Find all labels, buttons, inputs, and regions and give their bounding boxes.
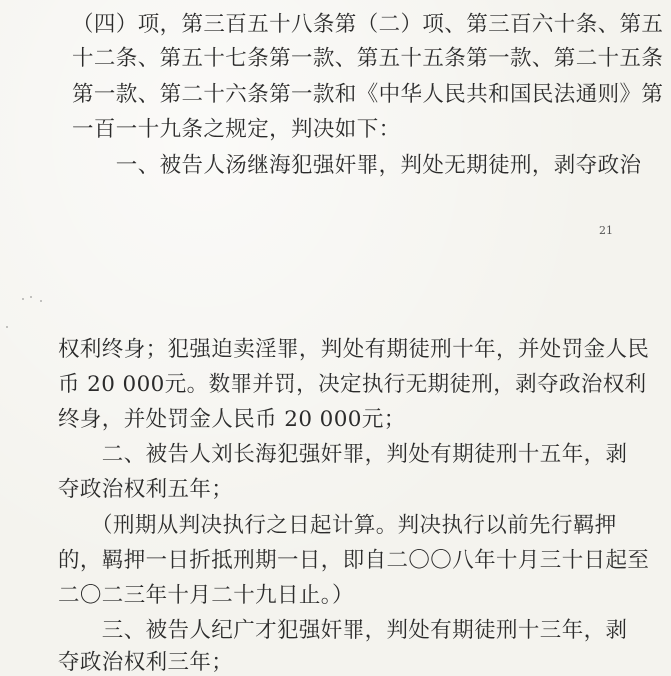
page-number: 21 <box>599 224 613 237</box>
text-line: 三、被告人纪广才犯强奸罪，判处有期徒刑十三年，剥 <box>58 618 628 643</box>
text-line: 的，羁押一日折抵刑期一日，即自二〇〇八年十月三十日起至 <box>58 548 650 573</box>
text-line: 二〇二三年十月二十九日止。） <box>58 583 354 608</box>
text-line: 第一款、第二十六条第一款和《中华人民共和国民法通则》第 <box>72 82 664 107</box>
text-line: 一百一十九条之规定，判决如下： <box>72 117 401 142</box>
text-line: 十二条、第五十七条第一款、第五十五条第一款、第二十五条 <box>72 46 664 71</box>
text-line: 二、被告人刘长海犯强奸罪，判处有期徒刑十五年，剥 <box>58 442 628 467</box>
text-line: 夺政治权利五年； <box>58 477 234 502</box>
scan-speck <box>6 326 8 328</box>
text-line: 夺政治权利三年； <box>58 650 234 675</box>
text-line: 权利终身；犯强迫卖淫罪，判处有期徒刑十年，并处罚金人民 <box>58 337 650 362</box>
text-line: （刑期从判决执行之日起计算。判决执行以前先行羁押 <box>58 513 617 538</box>
text-line: （四）项，第三百五十八条第（二）项、第三百六十条、第五 <box>72 12 664 37</box>
text-line: 终身，并处罚金人民币 20 000元； <box>58 407 406 432</box>
text-line: 币 20 000元。数罪并罚，决定执行无期徒刑，剥夺政治权利 <box>58 372 647 397</box>
text-line: 一、被告人汤继海犯强奸罪，判处无期徒刑，剥夺政治 <box>72 153 642 178</box>
scan-speck <box>30 296 32 298</box>
scan-speck <box>22 298 24 300</box>
scan-speck <box>40 300 42 302</box>
